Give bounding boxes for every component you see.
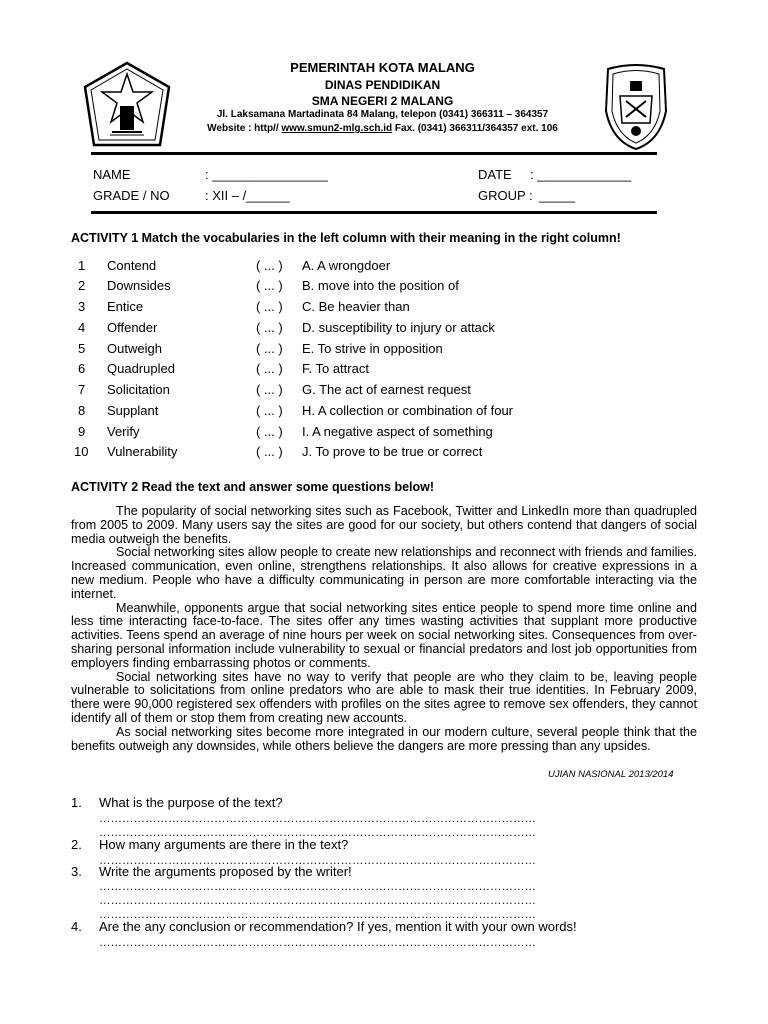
vocab-row xyxy=(0,403,768,423)
vocab-row xyxy=(0,320,768,340)
vocab-meaning: C. Be heavier than xyxy=(302,299,410,314)
vocab-number: 2 xyxy=(78,278,86,293)
vocab-meaning: J. To prove to be true or correct xyxy=(302,444,483,459)
question-number: 3. xyxy=(71,864,82,879)
vocab-word: Vulnerability xyxy=(107,444,178,459)
vocab-blank[interactable]: ( ... ) xyxy=(256,258,283,273)
vocab-number: 5 xyxy=(78,341,86,356)
vocab-meaning: F. To attract xyxy=(302,361,369,376)
vocab-word: Quadrupled xyxy=(107,361,175,376)
vocab-blank[interactable]: ( ... ) xyxy=(256,361,283,376)
vocab-word: Outweigh xyxy=(107,341,162,356)
activity1-title: ACTIVITY 1 Match the vocabularies in the left column with their meaning in the right column! xyxy=(71,231,621,245)
paragraph: Social networking sites have no way to verify that people are who they claim to be, leaving people vulnerable to solicitations from online predators who are able to mask their true identities. In February 2009, there were 90,000 registered sex offenders with profiles on the sites agree to remove sex offenders, they cannot identify all of them or stop them from creating new accounts. xyxy=(71,669,697,725)
group-label: GROUP : xyxy=(478,188,533,203)
answer-line[interactable]: …………………………………………………………………………………………………… xyxy=(99,881,536,893)
date-field[interactable]: : _____________ xyxy=(530,167,632,182)
paragraph: The popularity of social networking sites such as Facebook, Twitter and LinkedIn more than quadrupled from 2005 to 2009. Many users say the sites are good for our society, but others contend that dangers of social media outweigh the benefits. xyxy=(71,504,697,546)
website-prefix: Website : http// xyxy=(207,123,282,134)
question-number: 1. xyxy=(71,795,82,810)
paragraph: Social networking sites allow people to create new relationships and reconnect with friends and families. Increased communication, even online, strengthens relationships. It also allows for creative expressions in a new medium. People who have a difficulty communicating in person are more comfortable interacting via the internet. xyxy=(71,545,697,601)
vocab-meaning: I. A negative aspect of something xyxy=(302,424,493,439)
vocab-blank[interactable]: ( ... ) xyxy=(256,403,283,418)
vocab-number: 9 xyxy=(78,424,86,439)
vocab-row xyxy=(0,258,768,278)
vocab-row xyxy=(0,382,768,402)
vocab-meaning: D. susceptibility to injury or attack xyxy=(302,320,495,335)
vocab-word: Verify xyxy=(107,424,140,439)
grade-label: GRADE / NO xyxy=(93,188,170,203)
question-text: What is the purpose of the text? xyxy=(99,795,283,810)
source-note: UJIAN NASIONAL 2013/2014 xyxy=(548,769,674,780)
vocab-row xyxy=(0,361,768,381)
vocab-number: 10 xyxy=(74,444,89,459)
vocab-word: Contend xyxy=(107,258,157,273)
paragraph: As social networking sites become more integrated in our modern culture, several people think that the benefits outweigh any downsides, while others believe the dangers are more pressing than any upsides. xyxy=(71,724,697,753)
vocab-meaning: A. A wrongdoer xyxy=(302,258,391,273)
vocab-word: Downsides xyxy=(107,278,171,293)
vocab-blank[interactable]: ( ... ) xyxy=(256,278,283,293)
group-field[interactable]: _____ xyxy=(539,188,576,203)
vocab-row xyxy=(0,341,768,361)
form-rule xyxy=(91,211,657,214)
name-label: NAME xyxy=(93,167,131,182)
answer-line[interactable]: …………………………………………………………………………………………………… xyxy=(99,895,536,907)
school-title: SMA NEGERI 2 MALANG xyxy=(311,94,454,108)
vocab-row xyxy=(0,299,768,319)
vocab-word: Solicitation xyxy=(107,382,170,397)
vocab-number: 7 xyxy=(78,382,86,397)
website-suffix: Fax. (0341) 366311/364357 ext. 106 xyxy=(392,123,558,134)
vocab-blank[interactable]: ( ... ) xyxy=(256,341,283,356)
vocab-number: 4 xyxy=(78,320,86,335)
vocab-number: 1 xyxy=(78,258,86,273)
vocab-number: 8 xyxy=(78,403,86,418)
question-text: How many arguments are there in the text? xyxy=(99,837,349,852)
vocab-blank[interactable]: ( ... ) xyxy=(256,320,283,335)
school-address: Jl. Laksamana Martadinata 84 Malang, telepon (0341) 366311 – 364357 xyxy=(216,109,549,120)
vocab-row xyxy=(0,278,768,298)
vocab-word: Offender xyxy=(107,320,158,335)
answer-line[interactable]: …………………………………………………………………………………………………… xyxy=(99,909,536,921)
vocab-meaning: H. A collection or combination of four xyxy=(302,403,514,418)
vocab-word: Supplant xyxy=(107,403,159,418)
vocab-row xyxy=(0,444,768,464)
vocab-blank[interactable]: ( ... ) xyxy=(256,424,283,439)
dept-title: DINAS PENDIDIKAN xyxy=(324,78,441,92)
vocab-blank[interactable]: ( ... ) xyxy=(256,382,283,397)
right-logo xyxy=(600,61,672,151)
answer-line[interactable]: …………………………………………………………………………………………………… xyxy=(99,855,536,867)
grade-field[interactable]: : XII – /______ xyxy=(205,188,290,203)
vocab-blank[interactable]: ( ... ) xyxy=(256,299,283,314)
vocab-meaning: G. The act of earnest request xyxy=(302,382,471,397)
school-website-line xyxy=(175,123,590,134)
answer-line[interactable]: …………………………………………………………………………………………………… xyxy=(99,937,536,949)
vocab-number: 6 xyxy=(78,361,86,376)
vocab-meaning: B. move into the position of xyxy=(302,278,459,293)
question-number: 2. xyxy=(71,837,82,852)
vocab-meaning: E. To strive in opposition xyxy=(302,341,443,356)
vocab-word: Entice xyxy=(107,299,144,314)
question-number: 4. xyxy=(71,919,82,934)
answer-line[interactable]: …………………………………………………………………………………………………… xyxy=(99,827,536,839)
reading-text xyxy=(71,505,697,753)
paragraph: Meanwhile, opponents argue that social networking sites entice people to spend more time online and less time interacting face-to-face. The sites offer any times wasting activities that supplant more productive activities. Teens spend an average of nine hours per week on social networking sites. Consequences from over-sharing personal information include vulnerability to sexual or financial predators and lost job opportunities from employers finding embarrassing photos or comments. xyxy=(71,600,697,670)
activity2-title: ACTIVITY 2 Read the text and answer some questions below! xyxy=(71,480,435,494)
answer-line[interactable]: …………………………………………………………………………………………………… xyxy=(99,813,536,825)
gov-title: PEMERINTAH KOTA MALANG xyxy=(290,60,475,75)
website-link[interactable]: www.smun2-mlg.sch.id xyxy=(281,123,393,134)
header-rule xyxy=(91,152,657,155)
left-logo xyxy=(82,60,172,150)
name-field[interactable]: : ________________ xyxy=(205,167,328,182)
date-label: DATE xyxy=(478,167,512,182)
question-text: Are the any conclusion or recommendation? If yes, mention it with your own words! xyxy=(99,919,577,934)
question-text: Write the arguments proposed by the writer! xyxy=(99,864,352,879)
vocab-number: 3 xyxy=(78,299,86,314)
vocab-blank[interactable]: ( ... ) xyxy=(256,444,283,459)
vocab-row xyxy=(0,424,768,444)
